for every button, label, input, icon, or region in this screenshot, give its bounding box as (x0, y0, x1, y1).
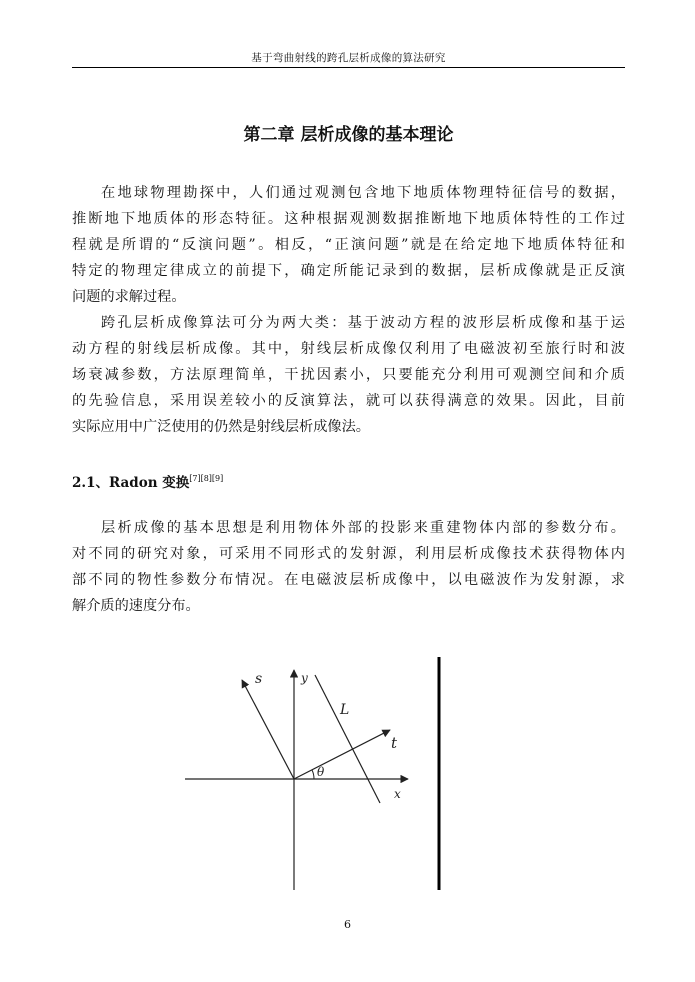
section-title: 2.1、Radon 变换 (72, 475, 190, 491)
paragraph-line: 实际应用中广泛使用的仍然是射线层析成像法。 (72, 419, 370, 435)
paragraph-line: 场衰减参数，方法原理简单，干扰因素小，只要能充分利用可观测空间和介质 (72, 367, 625, 383)
paragraph-line: 解介质的速度分布。 (72, 598, 200, 614)
label-theta: θ (317, 765, 325, 779)
section-heading (72, 471, 223, 491)
label-y: y (301, 671, 308, 685)
paragraph-line: 推断地下地质体的形态特征。这种根据观测数据推断地下地质体特性的工作过 (72, 211, 625, 227)
running-header: 基于弯曲射线的跨孔层析成像的算法研究 (251, 52, 446, 64)
paragraph-classification (72, 310, 625, 440)
paragraph-line: 跨孔层析成像算法可分为两大类：基于波动方程的波形层析成像和基于运 (101, 315, 625, 331)
chapter-title: 第二章 层析成像的基本理论 (243, 125, 454, 145)
paragraph-line: 在地球物理勘探中，人们通过观测包含地下地质体物理特征信号的数据， (101, 185, 625, 201)
paragraph-line: 层析成像的基本思想是利用物体外部的投影来重建物体内部的参数分布。 (101, 520, 625, 536)
label-x: x (394, 787, 401, 801)
paragraph-line: 特定的物理定律成立的前提下，确定所能记录到的数据，层析成像就是正反演 (72, 263, 625, 279)
s-axis (242, 680, 294, 779)
label-L: L (340, 702, 350, 718)
paragraph-line: 动方程的射线层析成像。其中，射线层析成像仅利用了电磁波初至旅行时和波 (72, 341, 625, 357)
paragraph-line: 部不同的物性参数分布情况。在电磁波层析成像中，以电磁波作为发射源，求 (72, 572, 625, 588)
paragraph-line: 程就是所谓的“反演问题”。相反，“正演问题”就是在给定地下地质体特征和 (72, 237, 625, 253)
page-number: 6 (344, 918, 351, 931)
theta-arc (312, 770, 314, 779)
paragraph-principle (72, 515, 625, 619)
radon-transform-figure (180, 650, 450, 895)
citation-refs: [7][8][9] (189, 474, 224, 483)
paragraph-line: 的先验信息，采用误差较小的反演算法，就可以获得满意的效果。因此，目前 (72, 393, 625, 409)
paragraph-intro (72, 180, 625, 310)
paragraph-line: 对不同的研究对象，可采用不同形式的发射源，利用层析成像技术获得物体内 (72, 546, 625, 562)
paragraph-line: 问题的求解过程。 (72, 289, 186, 305)
line-L (315, 675, 380, 803)
t-axis (294, 730, 390, 779)
label-s: s (255, 671, 263, 687)
header-rule (72, 67, 625, 68)
label-t: t (391, 734, 398, 752)
